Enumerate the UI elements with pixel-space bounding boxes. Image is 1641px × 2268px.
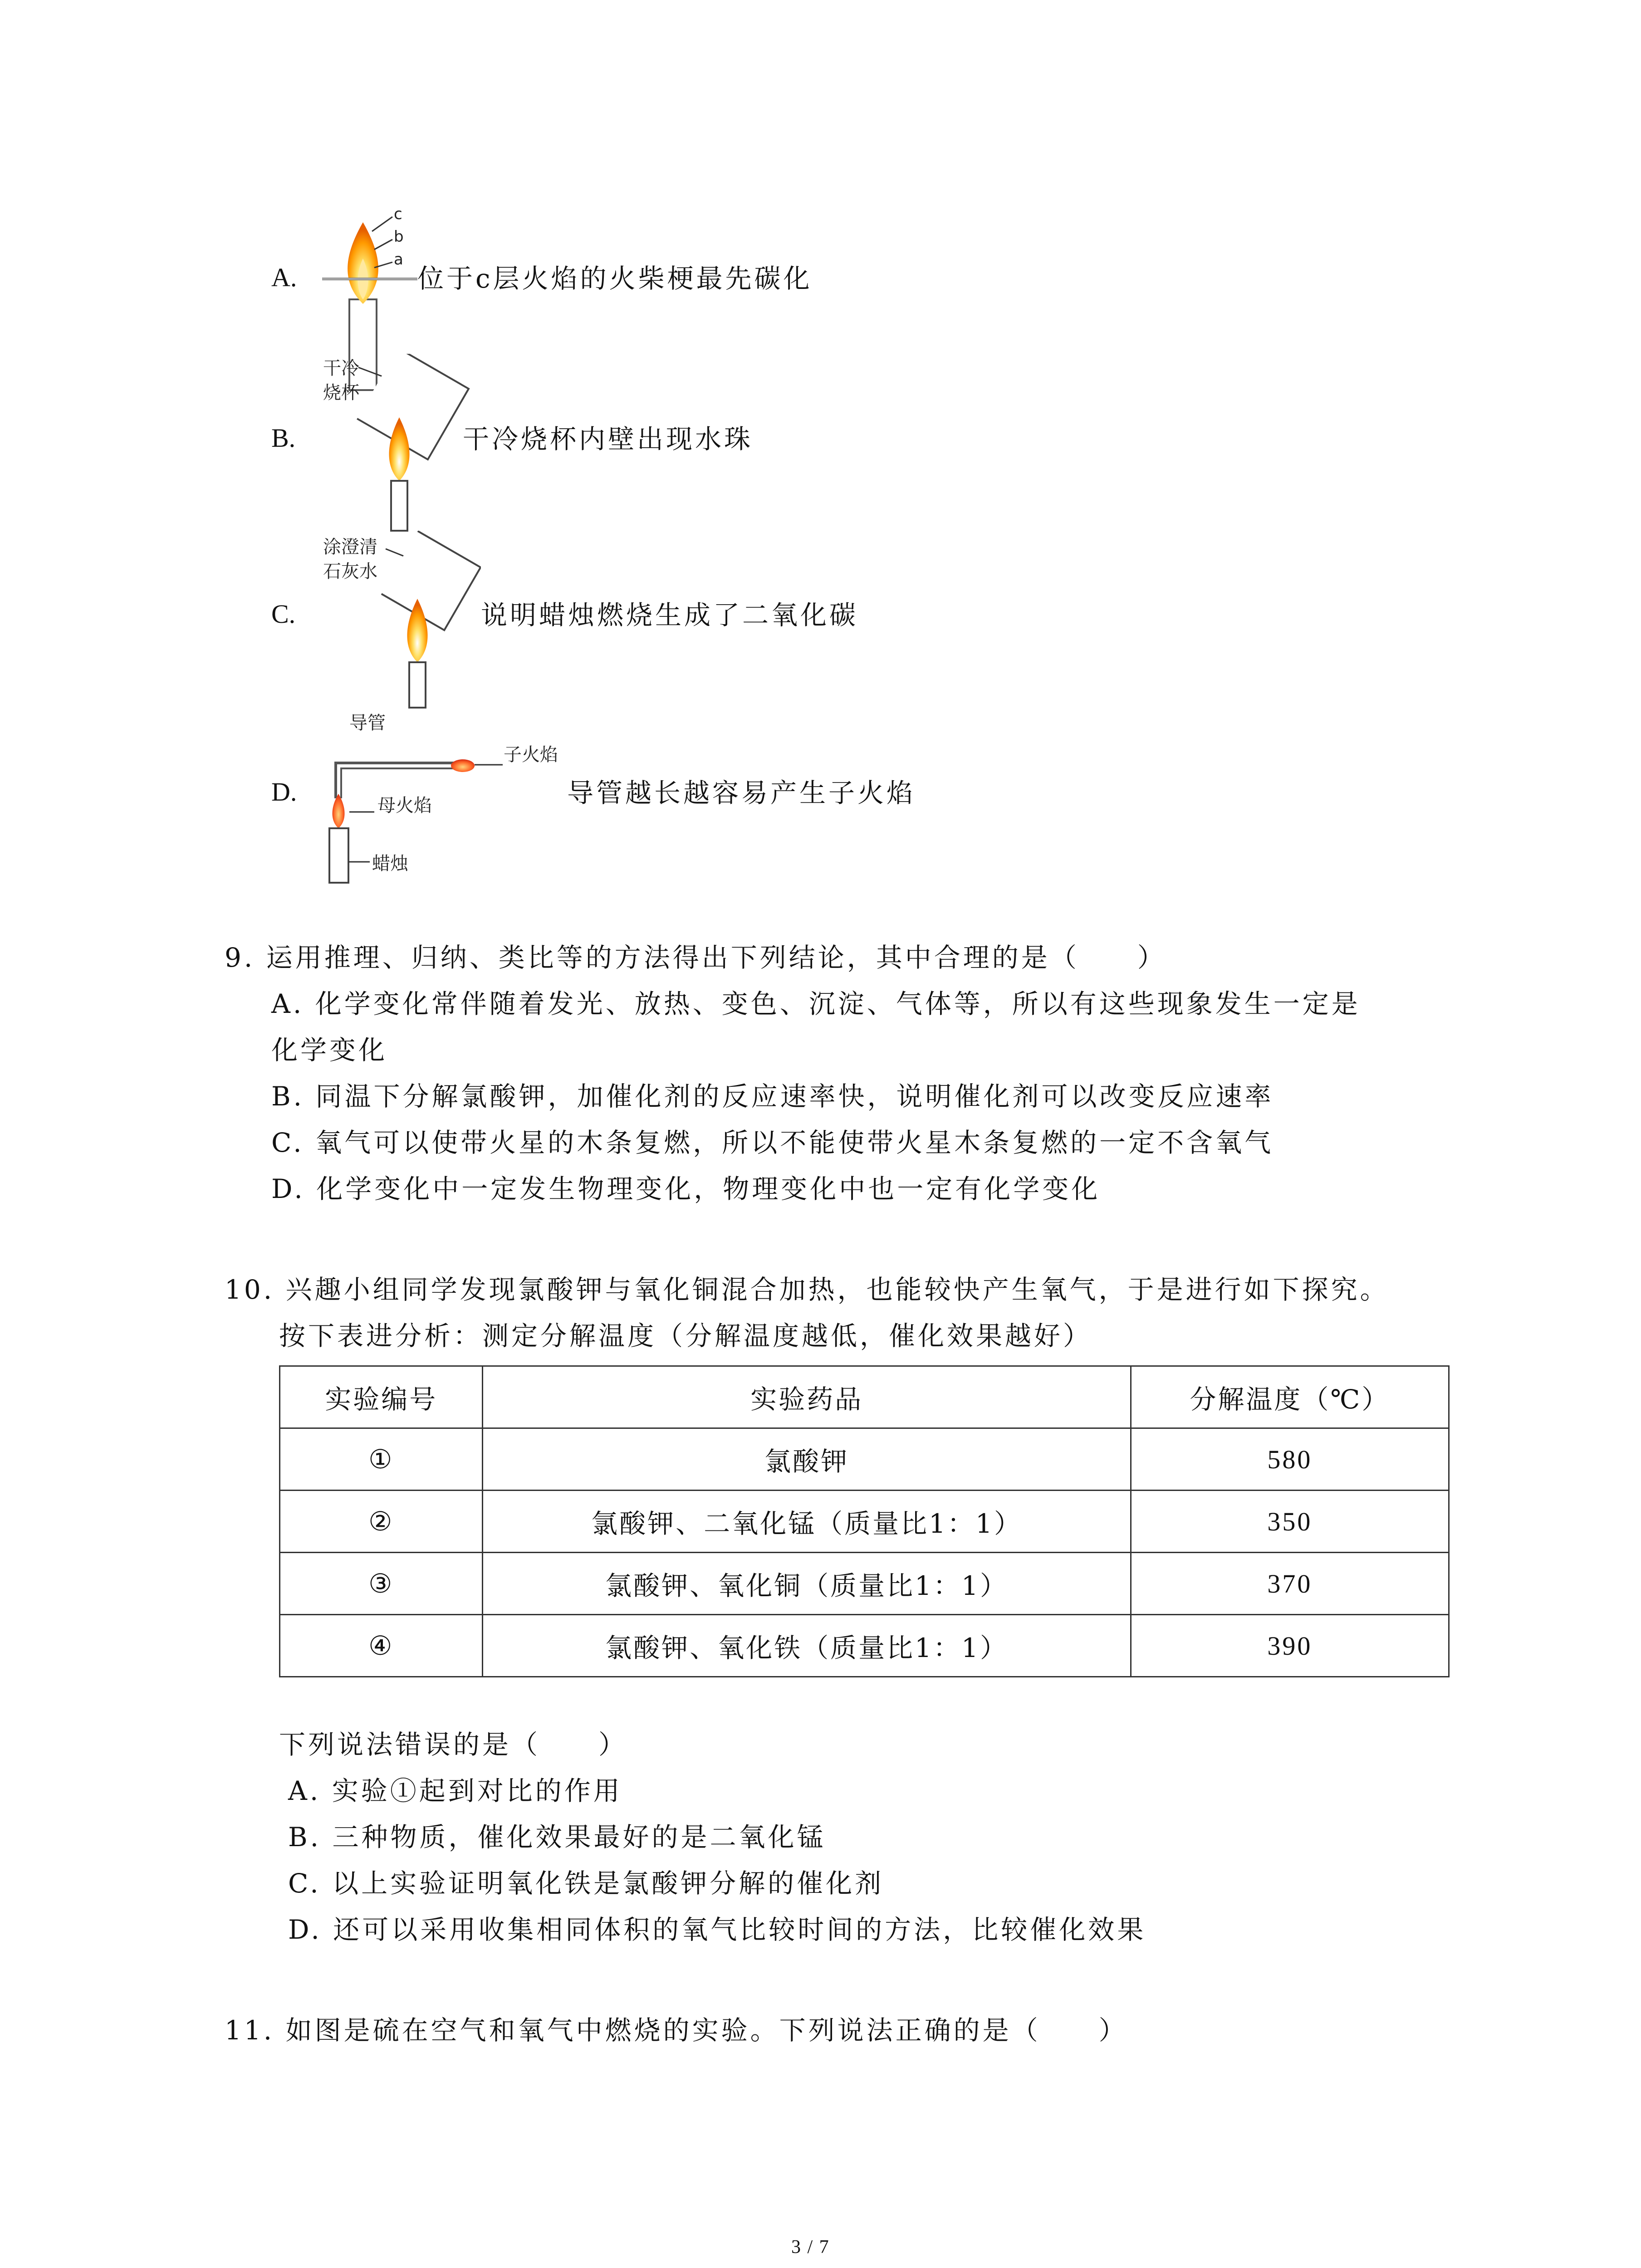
table-row bbox=[280, 1615, 1449, 1677]
option-text: 位于c层火焰的火柴梗最先碳化 bbox=[417, 263, 813, 294]
table-cell: ③ bbox=[280, 1553, 483, 1615]
option-text: 说明蜡烛燃烧生成了二氧化碳 bbox=[481, 600, 859, 631]
question-9-option-d: D. 化学变化中一定发生物理变化，物理变化中也一定有化学变化 bbox=[271, 1173, 1101, 1204]
table-cell: 氯酸钾、二氧化锰（质量比1：1） bbox=[483, 1491, 1131, 1553]
table-cell: 350 bbox=[1131, 1491, 1449, 1553]
table-cell: 370 bbox=[1131, 1553, 1449, 1615]
table-cell: 氯酸钾、氧化铁（质量比1：1） bbox=[483, 1615, 1131, 1677]
table-row bbox=[280, 1428, 1449, 1491]
option-letter: A. bbox=[271, 263, 297, 292]
label-tu-cheng-qing: 涂澄清 bbox=[323, 537, 377, 557]
question-9-option-c: C. 氧气可以使带火星的木条复燃，所以不能使带火星木条复燃的一定不含氧气 bbox=[271, 1127, 1274, 1158]
question-9-option-b: B. 同温下分解氯酸钾，加催化剂的反应速率快，说明催化剂可以改变反应速率 bbox=[271, 1081, 1274, 1112]
table-cell: ④ bbox=[280, 1615, 483, 1677]
table-cell: 390 bbox=[1131, 1615, 1449, 1677]
label-la-zhu: 蜡烛 bbox=[372, 853, 408, 874]
question-10-option-d: D. 还可以采用收集相同体积的氧气比较时间的方法，比较催化效果 bbox=[288, 1914, 1146, 1945]
label-mu-huo-yan: 母火焰 bbox=[377, 795, 432, 816]
label-dao-guan: 导管 bbox=[349, 713, 386, 733]
table-cell: 氯酸钾 bbox=[483, 1428, 1131, 1491]
question-9-option-a-cont: 化学变化 bbox=[271, 1035, 388, 1066]
question-10-prompt: 下列说法错误的是（ ） bbox=[279, 1729, 628, 1760]
question-10-option-a: A. 实验①起到对比的作用 bbox=[288, 1775, 622, 1806]
table-cell: 580 bbox=[1131, 1428, 1449, 1491]
table-header-row bbox=[280, 1366, 1449, 1428]
table-row bbox=[280, 1491, 1449, 1553]
question-9-stem: 9. 运用推理、归纳、类比等的方法得出下列结论，其中合理的是（ ） bbox=[225, 942, 1166, 973]
option-text: 导管越长越容易产生子火焰 bbox=[567, 777, 916, 808]
label-c: c bbox=[394, 205, 402, 223]
table-header-cell: 实验药品 bbox=[483, 1366, 1131, 1428]
table-cell: 氯酸钾、氧化铜（质量比1：1） bbox=[483, 1553, 1131, 1615]
question-9-option-a: A. 化学变化常伴随着发光、放热、变色、沉淀、气体等，所以有这些现象发生一定是 bbox=[271, 988, 1361, 1019]
question-10-option-c: C. 以上实验证明氧化铁是氯酸钾分解的催化剂 bbox=[288, 1868, 884, 1899]
table-row bbox=[280, 1553, 1449, 1615]
option-letter: D. bbox=[271, 777, 297, 807]
page-number: 3 / 7 bbox=[791, 2237, 830, 2258]
option-text: 干冷烧杯内壁出现水珠 bbox=[463, 424, 754, 455]
label-a: a bbox=[394, 250, 403, 269]
limewater-beaker-over-candle-illustration bbox=[318, 531, 481, 712]
question-10-stem-line2: 按下表进分析：测定分解温度（分解温度越低，催化效果越好） bbox=[279, 1320, 1092, 1351]
question-10-stem: 10. 兴趣小组同学发现氯酸钾与氧化铜混合加热，也能较快产生氧气，于是进行如下探究。 bbox=[225, 1274, 1389, 1305]
label-shao-bei: 烧杯 bbox=[323, 382, 359, 403]
option-letter: C. bbox=[271, 599, 296, 629]
decomposition-temperature-table bbox=[279, 1365, 1450, 1677]
label-gan-leng: 干冷 bbox=[323, 358, 359, 379]
label-shi-hui-shui: 石灰水 bbox=[323, 561, 377, 582]
question-11-stem: 11. 如图是硫在空气和氧气中燃烧的实验。下列说法正确的是（ ） bbox=[225, 2015, 1128, 2046]
table-cell: ① bbox=[280, 1428, 483, 1491]
label-b: b bbox=[394, 228, 404, 246]
table-header-cell: 实验编号 bbox=[280, 1366, 483, 1428]
table-header-cell: 分解温度（℃） bbox=[1131, 1366, 1449, 1428]
option-letter: B. bbox=[271, 423, 296, 453]
table-cell: ② bbox=[280, 1491, 483, 1553]
question-10-option-b: B. 三种物质，催化效果最好的是二氧化锰 bbox=[288, 1822, 826, 1853]
tube-child-flame-illustration bbox=[318, 726, 535, 889]
dry-beaker-over-candle-illustration bbox=[318, 354, 481, 535]
label-zi-huo-yan: 子火焰 bbox=[504, 744, 558, 765]
